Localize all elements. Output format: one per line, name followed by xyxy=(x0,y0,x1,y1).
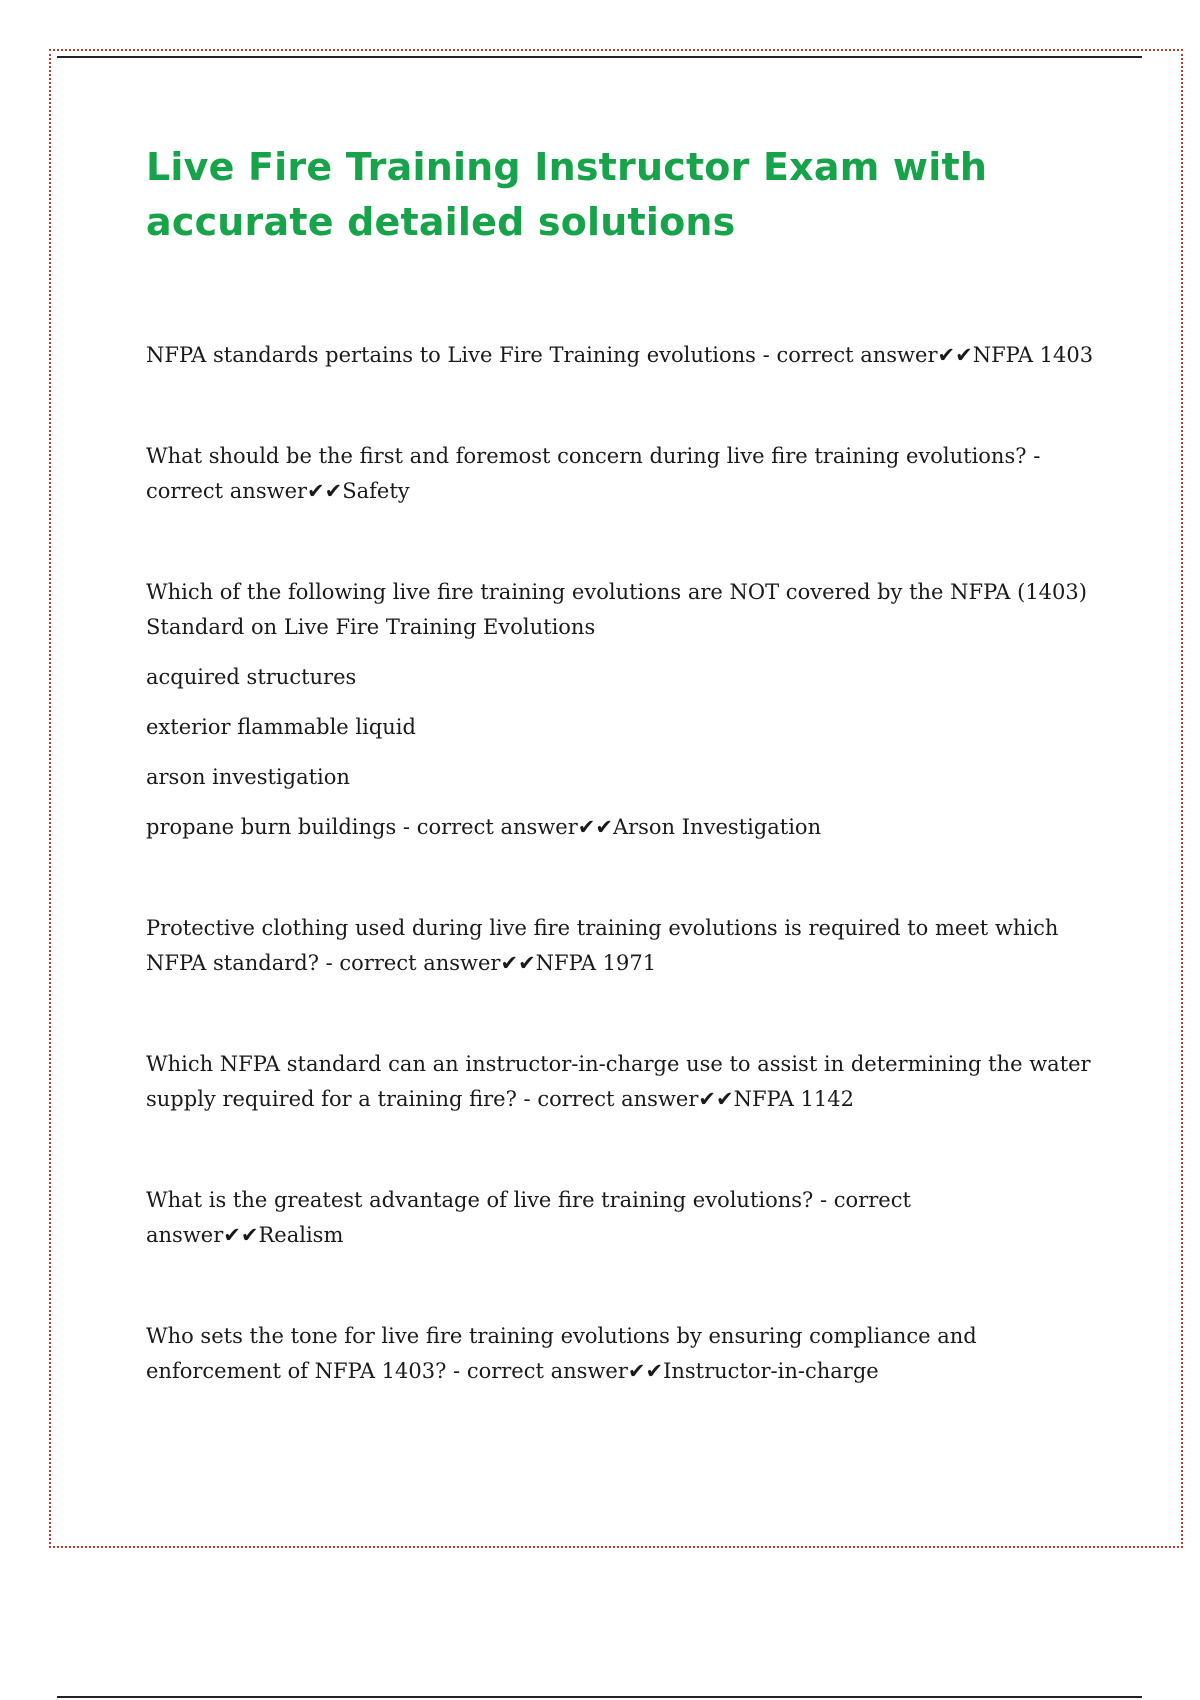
option-text: propane burn buildings xyxy=(146,815,397,839)
question-text: What should be the first and foremost concern during live fire training evolutions? xyxy=(146,444,1027,468)
qa-item-3 xyxy=(146,575,1096,845)
qa-item-6: What is the greatest advantage of live fire training evolutions? - correct answer✔✔Realism xyxy=(146,1188,911,1247)
answer-text: Realism xyxy=(258,1223,344,1247)
answer-marker: correct answer✔✔ xyxy=(146,479,343,503)
option-item-with-answer: propane burn buildings - correct answer✔✔Arson Investigation xyxy=(146,815,822,839)
question-text: Who sets the tone for live fire training evolutions by ensuring compliance and enforcement of NFPA 1403? xyxy=(146,1324,977,1383)
answer-marker: correct answer✔✔ xyxy=(339,951,536,975)
document-body xyxy=(146,140,1096,1389)
question-text: Which of the following live fire training evolutions are NOT covered by the NFPA (1403) Standard on Live Fire Training Evolutions xyxy=(146,580,1087,639)
answer-marker: correct answer✔✔ xyxy=(776,343,973,367)
answer-text: NFPA 1971 xyxy=(535,951,657,975)
footer-rule xyxy=(57,1696,1142,1698)
question-text: What is the greatest advantage of live fire training evolutions? xyxy=(146,1188,814,1212)
qa-item-4: Protective clothing used during live fire training evolutions is required to meet which NFPA standard? - correct answer✔✔NFPA 1971 xyxy=(146,916,1059,975)
option-item: exterior flammable liquid xyxy=(146,715,416,739)
option-item: arson investigation xyxy=(146,765,350,789)
question-text: Which NFPA standard can an instructor-in-charge use to assist in determining the water supply required for a training fire? xyxy=(146,1052,1091,1111)
answer-marker: correct answer✔✔ xyxy=(466,1359,664,1383)
question-text: Protective clothing used during live fire training evolutions is required to meet which NFPA standard? xyxy=(146,916,1059,975)
option-item: acquired structures xyxy=(146,665,357,689)
answer-text: NFPA 1142 xyxy=(733,1087,854,1111)
qa-item-2: What should be the first and foremost concern during live fire training evolutions? - correct answer✔✔Safety xyxy=(146,444,1041,503)
header-rule xyxy=(57,56,1142,58)
qa-item-7: Who sets the tone for live fire training evolutions by ensuring compliance and enforcement of NFPA 1403? - correct answer✔✔Instructor-in-charge xyxy=(146,1324,977,1383)
answer-marker: correct answer✔✔ xyxy=(537,1087,734,1111)
answer-text: NFPA 1403 xyxy=(972,343,1094,367)
answer-text: Safety xyxy=(342,479,410,503)
qa-item-5: Which NFPA standard can an instructor-in-charge use to assist in determining the water supply required for a training fire? - correct answer✔✔NFPA 1142 xyxy=(146,1052,1091,1111)
qa-list xyxy=(146,338,1096,1389)
page-title: Live Fire Training Instructor Exam with accurate detailed solutions xyxy=(146,145,988,244)
question-text: NFPA standards pertains to Live Fire Training evolutions xyxy=(146,343,756,367)
answer-marker: correct answer✔✔ xyxy=(146,1188,911,1247)
answer-marker: correct answer✔✔ xyxy=(416,815,613,839)
answer-text: Arson Investigation xyxy=(612,815,822,839)
qa-item-1: NFPA standards pertains to Live Fire Training evolutions - correct answer✔✔NFPA 1403 xyxy=(146,343,1094,367)
answer-text: Instructor-in-charge xyxy=(663,1359,879,1383)
